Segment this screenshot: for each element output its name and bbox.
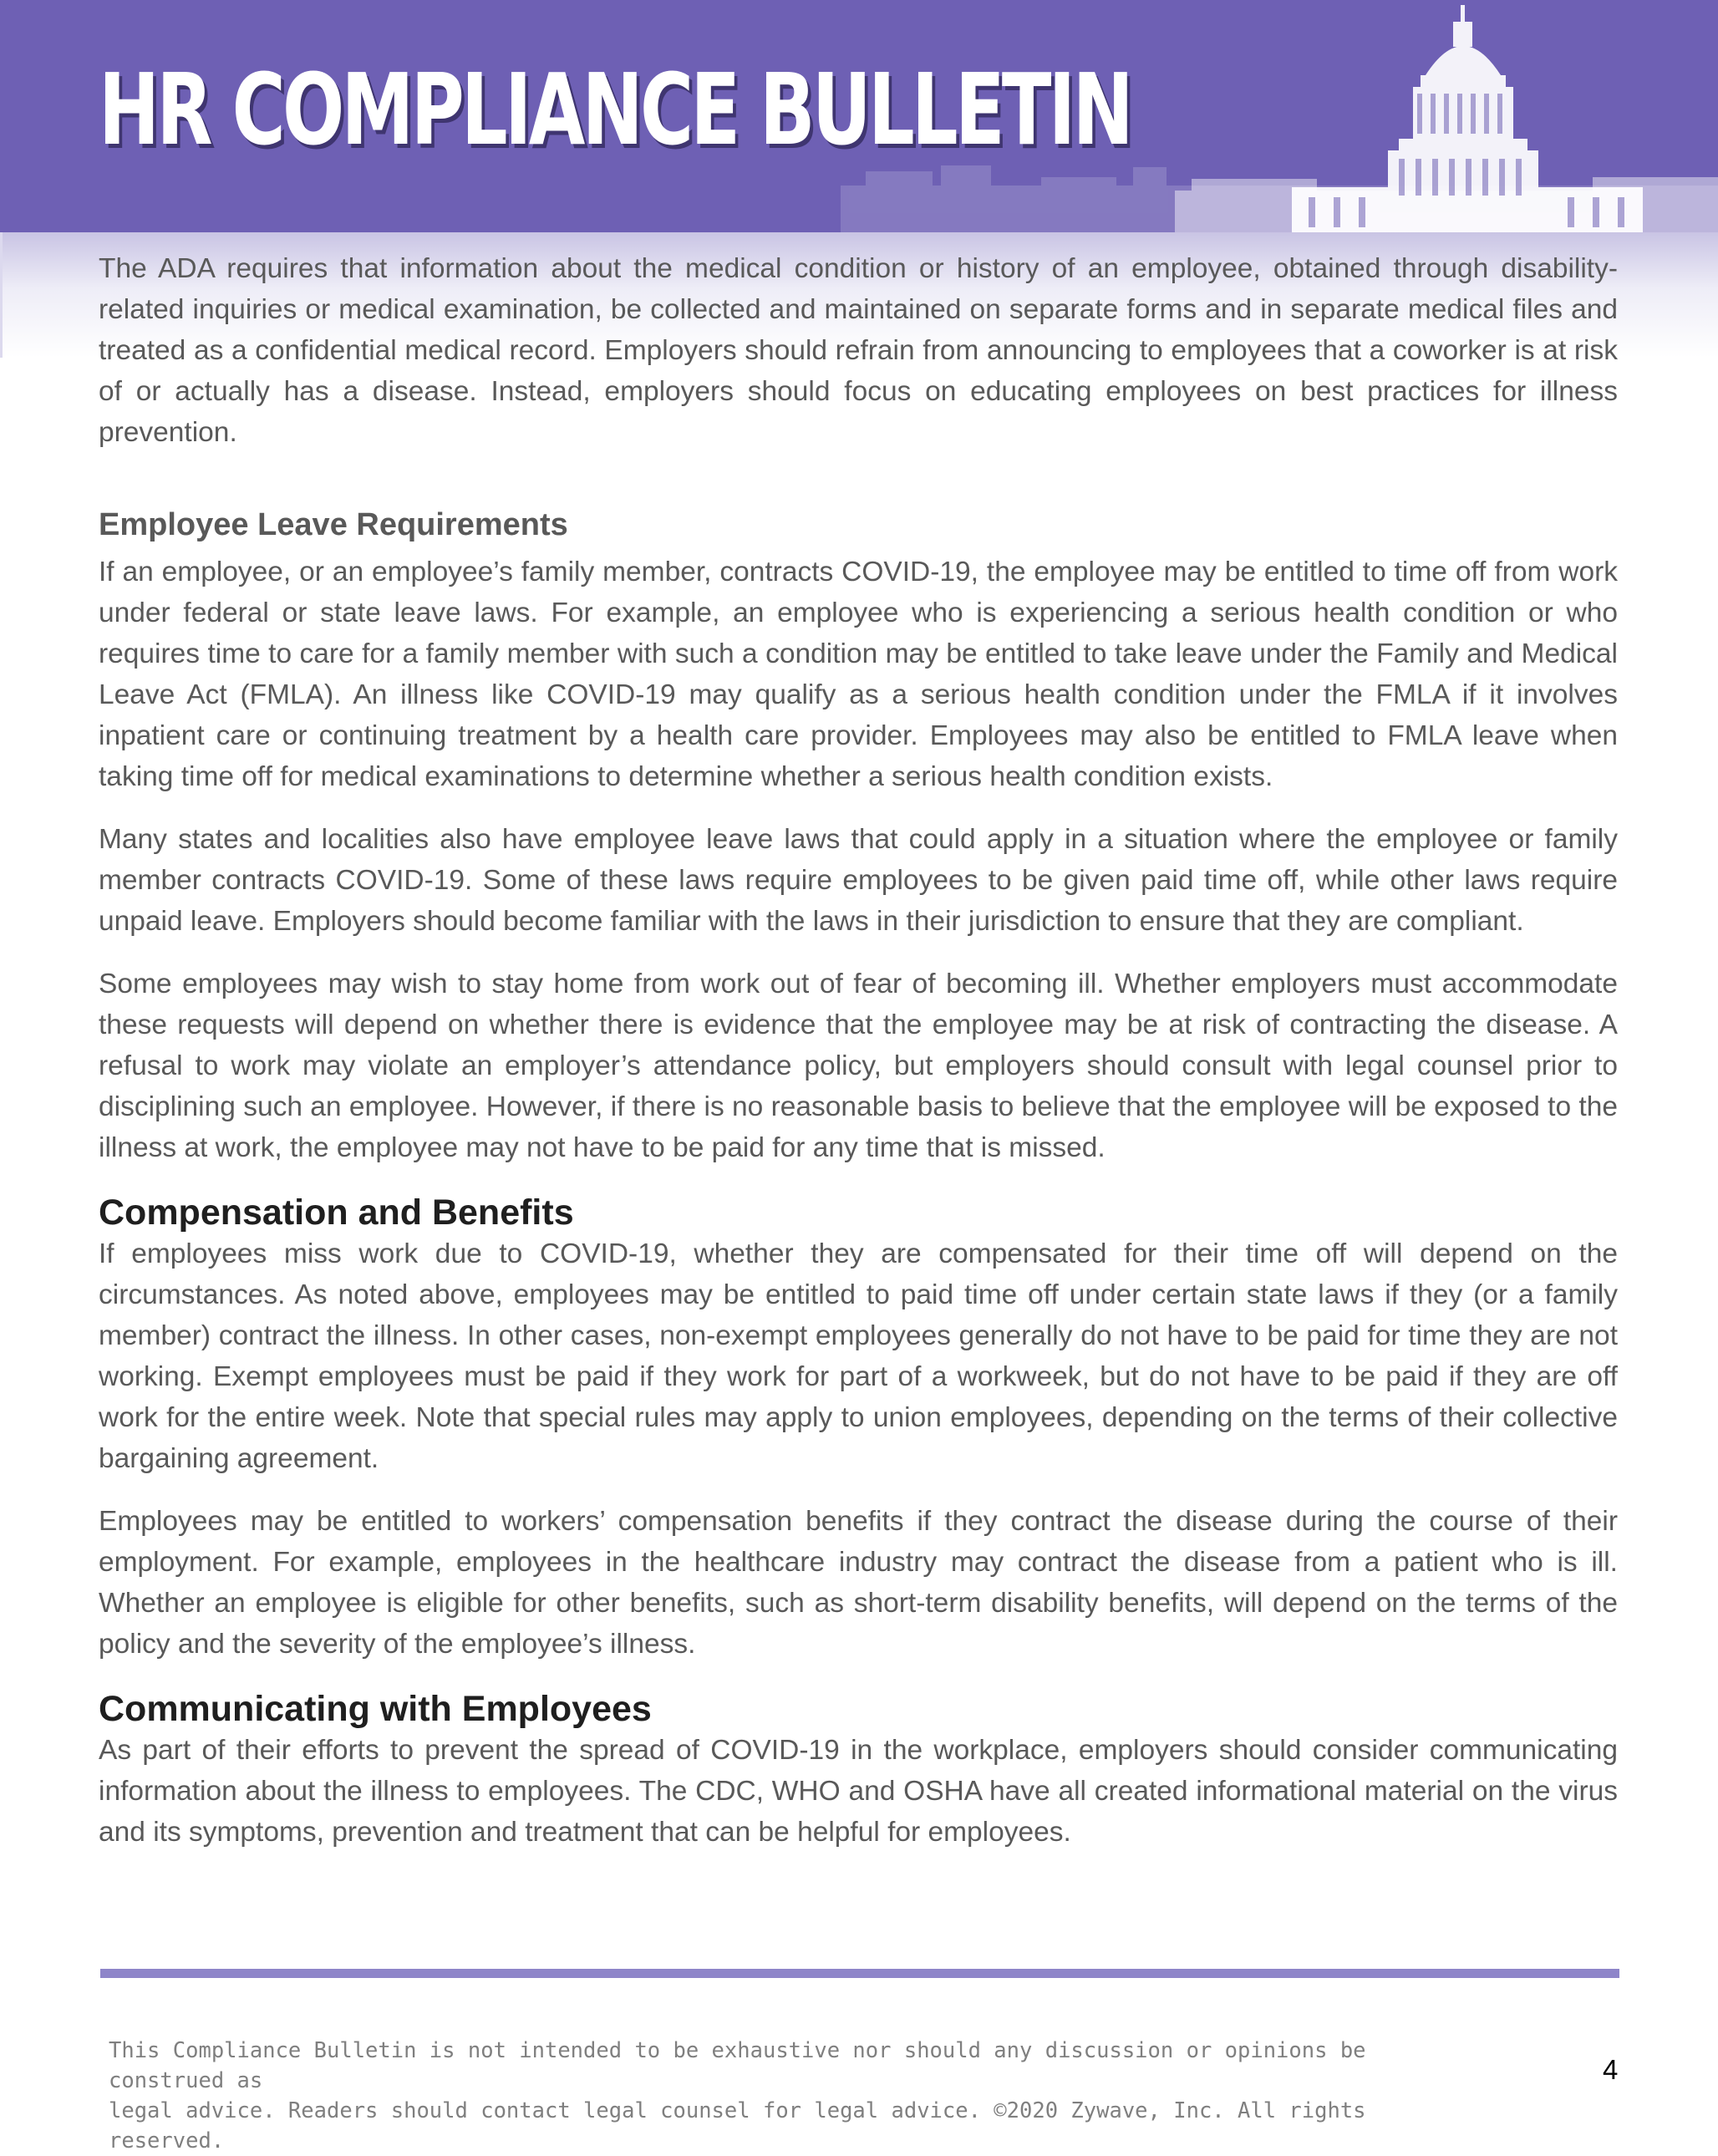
footer-divider [100, 1969, 1619, 1978]
leave-paragraph-3: Some employees may wish to stay home from work out of fear of becoming ill. Whether employers must accommodate these requests will depend on whether there is evidence that the employee may be at risk of contracting the disease. A refusal to work may violate an employer’s attendance policy, but employers should consult with legal counsel prior to disciplining such an employee. However, if there is no reasonable basis to believe that the employee will be exposed to the illness at work, the employee may not have to be paid for any time that is missed. [99, 969, 1618, 1163]
intro-paragraph: The ADA requires that information about the medical condition or history of an employee, obtained through disability-related inquiries or medical examination, be collected and maintained on separate forms and in separate medical files and treated as a confidential medical record. Employers should refrain from announcing to employees that a coworker is at risk of or actually has a disease. Instead, employers should focus on educating employees on best practices for illness prevention. [99, 253, 1618, 448]
compensation-paragraph-2: Employees may be entitled to workers’ compensation benefits if they contract the disease during the course of their employment. For example, employees in the healthcare industry may contract the disease from a patient who is ill. Whether an employee is eligible for other benefits, such as short-term disability benefits, will depend on the terms of the policy and the severity of the employee’s illness. [99, 1506, 1618, 1660]
page-number: 4 [1603, 2054, 1619, 2085]
header-banner [0, 0, 1718, 232]
capitol-building-icon [841, 0, 1718, 232]
leave-paragraph-2: Many states and localities also have employee leave laws that could apply in a situation where the employee or family member contracts COVID-19. Some of these laws require employees to be given paid time off, while other laws require unpaid leave. Employers should become familiar with the laws in their jurisdiction to ensure that they are compliant. [99, 824, 1618, 937]
section-heading-communicating: Communicating with Employees [99, 1689, 652, 1729]
bulletin-body [99, 248, 1618, 1874]
section-heading-leave: Employee Leave Requirements [99, 507, 568, 542]
footer-disclaimer-line-2: legal advice. Readers should contact legal counsel for legal advice. ©2020 Zywave, Inc. All rights reserved. [109, 2098, 1366, 2153]
communicating-paragraph-1: As part of their efforts to prevent the spread of COVID-19 in the workplace, employers should consider communicating information about the illness to employees. The CDC, WHO and OSHA have all created informational material on the virus and its symptoms, prevention and treatment that can be helpful for employees. [99, 1735, 1618, 1848]
leave-paragraph-1: If an employee, or an employee’s family member, contracts COVID-19, the employee may be entitled to time off from work under federal or state leave laws. For example, an employee who is experiencing a serious health condition or who requires time to care for a family member with such a condition may be entitled to take leave under the Family and Medical Leave Act (FMLA). An illness like COVID-19 may qualify as a serious health condition under the FMLA if it involves inpatient care or continuing treatment by a health care provider. Employees may also be entitled to FMLA leave when taking time off for medical examinations to determine whether a serious health condition exists. [99, 557, 1618, 792]
footer-disclaimer-line-1: This Compliance Bulletin is not intended to be exhaustive nor should any discussion or opinions be construed as [109, 2038, 1366, 2093]
footer-disclaimer [109, 2036, 1446, 2156]
compensation-paragraph-1: If employees miss work due to COVID-19, whether they are compensated for their time off will depend on the circumstances. As noted above, employees may be entitled to paid time off under certain state laws if they (or a family member) contract the illness. In other cases, non-exempt employees generally do not have to be paid for time they are not working. Exempt employees must be paid if they work for part of a workweek, but do not have to be paid if they are off work for the entire week. Note that special rules may apply to union employees, depending on the terms of their collective bargaining agreement. [99, 1238, 1618, 1474]
section-heading-compensation: Compensation and Benefits [99, 1192, 574, 1233]
bulletin-title: HR COMPLIANCE BULLETIN [99, 52, 1131, 167]
header-fade-edge [0, 232, 3, 358]
